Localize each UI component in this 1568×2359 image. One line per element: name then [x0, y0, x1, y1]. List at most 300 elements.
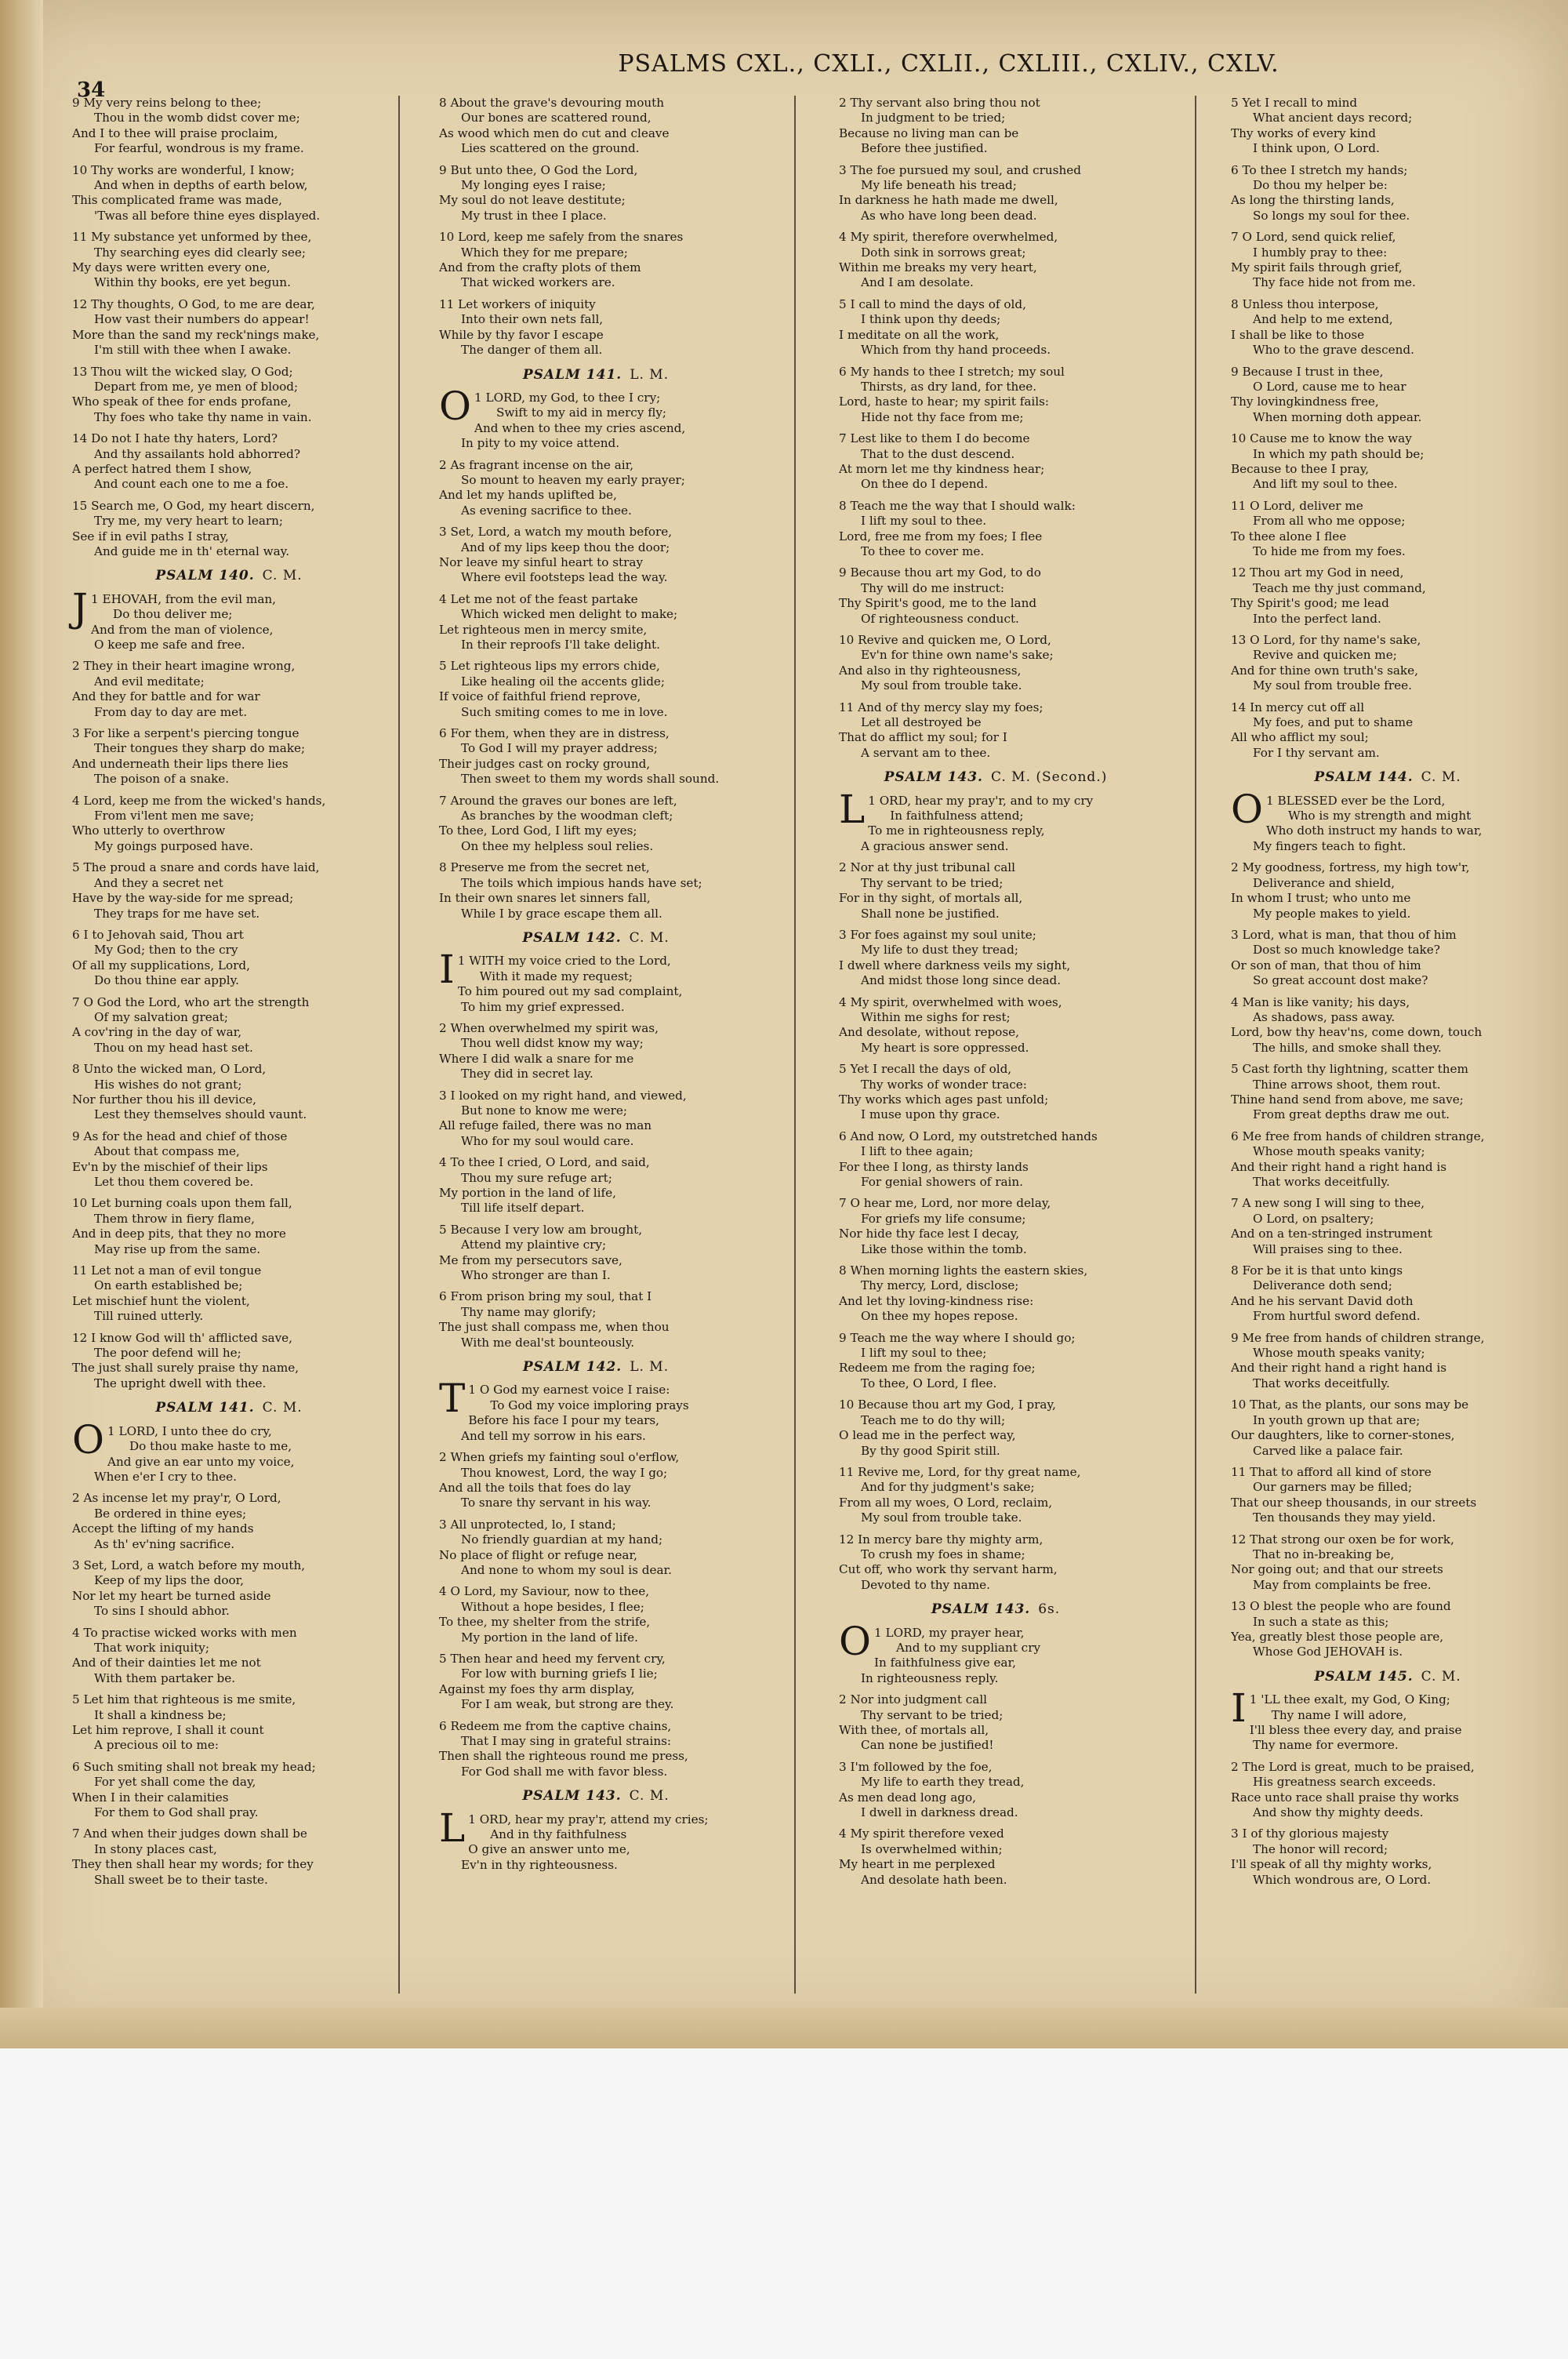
verse-line: Be ordered in thine eyes;	[94, 1506, 247, 1521]
verse-line: O give an answer unto me,	[468, 1842, 630, 1857]
verse-line: 1 BLESSED ever be the Lord,	[1266, 793, 1446, 808]
verse-line: 3 I looked on my right hand, and viewed,	[439, 1088, 687, 1103]
hymn-verse	[1231, 1532, 1544, 1594]
verse-line: 5 I call to mind the days of old,	[839, 296, 1026, 311]
verse-line: And of their dainties let me not	[72, 1656, 261, 1670]
verse-line: And let my hands uplifted be,	[439, 488, 617, 503]
verse-line: My spirit fails through grief,	[1231, 260, 1403, 275]
verse-line: If voice of faithful friend reprove,	[439, 689, 641, 704]
verse-line: And when to thee my cries ascend,	[474, 420, 686, 435]
verse-line: Let mischief hunt the violent,	[72, 1293, 250, 1308]
verse-line: 10 Lord, keep me safely from the snares	[439, 230, 684, 245]
verse-line: Them throw in fiery flame,	[94, 1211, 255, 1226]
verse-line: Ev'n by the mischief of their lips	[72, 1159, 268, 1174]
verse-line: To sins I should abhor.	[94, 1604, 230, 1619]
verse-line: Where evil footsteps lead the way.	[461, 570, 668, 585]
verse-line: To thee to cover me.	[861, 543, 985, 558]
psalm-heading	[439, 931, 753, 946]
verse-line: His wishes do not grant;	[94, 1077, 242, 1092]
hymn-verse	[439, 1089, 753, 1150]
verse-line: May rise up from the same.	[94, 1241, 261, 1256]
verse-line: 8 When morning lights the eastern skies,	[839, 1263, 1088, 1278]
verse-line: 1 ORD, hear my pray'r, and to my cry	[868, 793, 1094, 808]
hymn-verse	[72, 726, 386, 787]
verse-line: Of all my supplications, Lord,	[72, 958, 250, 972]
verse-line: 11 O Lord, deliver me	[1231, 498, 1363, 513]
psalm-meter: C. M.	[629, 1788, 670, 1805]
verse-line: Nor further thou his ill device,	[72, 1092, 256, 1107]
verse-line: Dost so much knowledge take?	[1253, 943, 1440, 958]
hymn-verse	[1231, 786, 1544, 855]
verse-line: Let thou them covered be.	[94, 1175, 254, 1189]
verse-line: That no in-breaking be,	[1253, 1547, 1395, 1561]
verse-line: Thy servant to be tried;	[861, 875, 1004, 890]
verse-line: 11 Let workers of iniquity	[439, 296, 596, 311]
hymn-verse	[72, 1760, 386, 1821]
verse-line: 10 Cause me to know the way	[1231, 431, 1412, 446]
verse-line: Who to the grave descend.	[1253, 343, 1414, 358]
verse-line: With thee, of mortals all,	[839, 1723, 989, 1737]
hymn-verse	[72, 1416, 386, 1485]
hymn-verse	[839, 499, 1152, 560]
verse-line: A gracious answer send.	[861, 838, 1009, 853]
verse-line: 6 I to Jehovah said, Thou art	[72, 927, 244, 942]
hymn-verse	[839, 431, 1152, 493]
hymn-verse	[1231, 1331, 1544, 1392]
hymn-verse	[839, 1692, 1152, 1754]
verse-line: All who afflict my soul;	[1231, 730, 1369, 745]
verse-line: To God I will my prayer address;	[461, 741, 658, 756]
verse-line: While by thy favor I escape	[439, 327, 604, 342]
page-number: 34	[77, 78, 106, 102]
verse-line: Because to thee I pray,	[1231, 461, 1370, 476]
verse-line: I lift my soul to thee.	[861, 514, 987, 529]
verse-line: Then sweet to them my words shall sound.	[461, 772, 720, 787]
verse-line: On thee my helpless soul relies.	[461, 838, 654, 853]
verse-line: From day to day are met.	[94, 704, 248, 719]
verse-line: Or son of man, that thou of him	[1231, 958, 1421, 972]
verse-line: Teach me to do thy will;	[861, 1412, 1006, 1427]
hymn-verse	[439, 230, 753, 291]
verse-line: Let all destroyed be	[861, 715, 982, 730]
hymn-verse	[439, 1450, 753, 1511]
verse-line: And in deep pits, that they no more	[72, 1227, 286, 1241]
verse-line: 2 When griefs my fainting soul o'erflow,	[439, 1450, 680, 1465]
hymn-verse	[439, 163, 753, 224]
verse-line: And I to thee will praise proclaim,	[72, 125, 278, 140]
hymn-verse	[839, 565, 1152, 627]
verse-line: Shall none be justified.	[861, 906, 1000, 921]
hymn-verse	[839, 1398, 1152, 1459]
verse-line: My goings purposed have.	[94, 838, 253, 853]
verse-line: For them to God shall pray.	[94, 1805, 259, 1820]
verse-line: Shall sweet be to their taste.	[94, 1872, 268, 1887]
hymn-verse	[839, 860, 1152, 921]
psalm-meter: C. M. (Second.)	[990, 769, 1108, 786]
verse-line: Let righteous men in mercy smite,	[439, 622, 648, 637]
verse-line: My foes, and put to shame	[1253, 715, 1414, 730]
verse-line: 13 O Lord, for thy name's sake,	[1231, 633, 1421, 647]
hymn-verse	[839, 1618, 1152, 1687]
verse-line: I dwell in darkness dread.	[861, 1805, 1018, 1820]
hymn-verse	[439, 1223, 753, 1284]
verse-line: Who stronger are than I.	[461, 1268, 611, 1283]
verse-line: Into their own nets fall,	[461, 312, 604, 327]
verse-line: The toils which impious hands have set;	[461, 875, 702, 890]
verse-line: 9 My very reins belong to thee;	[72, 96, 262, 110]
verse-line: 2 As incense let my pray'r, O Lord,	[72, 1491, 281, 1506]
verse-line: In judgment to be tried;	[861, 111, 1006, 125]
verse-line: Lest they themselves should vaunt.	[94, 1107, 307, 1122]
verse-line: And from the crafty plots of them	[439, 260, 641, 275]
verse-line: Redeem me from the raging foe;	[839, 1361, 1036, 1376]
verse-line: In their own snares let sinners fall,	[439, 891, 651, 906]
column-1	[72, 96, 386, 1894]
verse-line: 7 And when their judges down shall be	[72, 1826, 307, 1841]
verse-line: And lift my soul to thee.	[1253, 477, 1398, 492]
verse-line: Thine hand send from above, me save;	[1231, 1092, 1464, 1107]
psalm-meter: C. M.	[629, 929, 670, 946]
verse-line: A perfect hatred them I show,	[72, 461, 252, 476]
hymn-verse	[439, 659, 753, 720]
verse-line: Within thy books, ere yet begun.	[94, 275, 291, 290]
hymn-verse	[839, 96, 1152, 157]
verse-line: And none to whom my soul is dear.	[461, 1562, 672, 1577]
verse-line: More than the sand my reck'nings make,	[72, 327, 320, 342]
verse-line: And when in depths of earth below,	[94, 178, 308, 193]
verse-line: 8 About the grave's devouring mouth	[439, 96, 665, 110]
verse-line: My heart is sore oppressed.	[861, 1040, 1029, 1055]
verse-line: Which they for me prepare;	[461, 245, 628, 260]
hymn-verse	[1231, 1826, 1544, 1888]
verse-line: Do thou make haste to me,	[129, 1439, 292, 1454]
verse-line: O Lord, cause me to hear	[1253, 379, 1406, 394]
hymn-verse	[839, 928, 1152, 989]
verse-line: Let him reprove, I shall it count	[72, 1723, 264, 1737]
verse-line: The hills, and smoke shall they.	[1253, 1040, 1442, 1055]
verse-line: My portion in the land of life,	[439, 1186, 616, 1200]
verse-line: Nor going out; and that our streets	[1231, 1562, 1443, 1577]
hymn-verse	[1231, 1760, 1544, 1821]
psalm-title: PSALM 145.	[1314, 1668, 1414, 1685]
psalm-heading	[1231, 770, 1544, 785]
psalm-meter: C. M.	[1421, 769, 1461, 786]
verse-line: 3 I of thy glorious majesty	[1231, 1826, 1389, 1841]
verse-line: Ev'n in thy righteousness.	[461, 1857, 618, 1872]
verse-line: To snare thy servant in his way.	[461, 1496, 652, 1510]
hymn-verse	[72, 1062, 386, 1123]
verse-line: 6 For them, when they are in distress,	[439, 726, 670, 741]
verse-line: That I may sing in grateful strains:	[461, 1734, 672, 1748]
psalm-heading	[72, 569, 386, 583]
verse-line: So mount to heaven my early prayer;	[461, 472, 685, 487]
verse-line: Race unto race shall praise thy works	[1231, 1790, 1459, 1805]
verse-line: To God my voice imploring prays	[490, 1398, 689, 1412]
verse-line: In such a state as this;	[1253, 1614, 1389, 1629]
psalm-heading	[839, 1602, 1152, 1617]
verse-line: I lift to thee again;	[861, 1144, 974, 1159]
verse-line: Which from thy hand proceeds.	[861, 343, 1051, 358]
verse-line: For fearful, wondrous is my frame.	[94, 141, 304, 156]
hymn-verse	[839, 365, 1152, 426]
verse-line: 7 O Lord, send quick relief,	[1231, 230, 1396, 245]
verse-line: And for thine own truth's sake,	[1231, 663, 1418, 678]
verse-line: The upright dwell with thee.	[94, 1376, 267, 1390]
verse-line: Lord, free me from my foes; I flee	[839, 529, 1043, 543]
verse-line: My longing eyes I raise;	[461, 178, 606, 193]
hymn-verse	[439, 525, 753, 586]
hymn-verse	[72, 794, 386, 855]
column-rule	[1195, 96, 1196, 1994]
drop-cap-letter: O	[1231, 786, 1263, 832]
psalm-meter: C. M.	[262, 1400, 303, 1416]
drop-cap-letter: T	[439, 1376, 466, 1422]
verse-line: 9 But unto thee, O God the Lord,	[439, 162, 638, 177]
verse-line: 1 LORD, my prayer hear,	[874, 1625, 1025, 1640]
verse-line: Devoted to thy name.	[861, 1577, 990, 1592]
hymn-verse	[439, 1021, 753, 1082]
verse-line: 5 The proud a snare and cords have laid,	[72, 860, 320, 875]
verse-line: Within me breaks my very heart,	[839, 260, 1037, 275]
verse-line: No place of flight or refuge near,	[439, 1547, 637, 1562]
verse-line: 4 My spirit, therefore overwhelmed,	[839, 230, 1058, 245]
hymn-verse	[1231, 928, 1544, 989]
drop-cap-letter: I	[439, 947, 455, 993]
verse-line: At morn let me thy kindness hear;	[839, 461, 1045, 476]
verse-line: Who is my strength and might	[1288, 809, 1472, 823]
verse-line: Into the perfect land.	[1253, 611, 1381, 626]
verse-line: Thy will do me instruct:	[861, 580, 1004, 595]
verse-line: I humbly pray to thee:	[1253, 245, 1388, 260]
verse-line: It shall a kindness be;	[94, 1707, 227, 1722]
verse-line: And thy assailants hold abhorred?	[94, 446, 300, 461]
verse-line: 5 Yet I recall to mind	[1231, 96, 1358, 110]
verse-line: I lift my soul to thee;	[861, 1346, 987, 1361]
psalm-meter: L. M.	[630, 366, 670, 383]
verse-line: And of my lips keep thou the door;	[461, 540, 670, 554]
verse-line: My people makes to yield.	[1253, 906, 1411, 921]
verse-line: In their reproofs I'll take delight.	[461, 638, 660, 652]
hymn-verse	[1231, 1129, 1544, 1190]
verse-line: Keep of my lips the door,	[94, 1573, 245, 1588]
hymn-verse	[839, 163, 1152, 224]
verse-line: Me from my persecutors save,	[439, 1252, 622, 1267]
verse-line: In righteousness reply.	[861, 1670, 999, 1685]
verse-line: 13 O blest the people who are found	[1231, 1599, 1451, 1614]
verse-line: My trust in thee I place.	[461, 208, 607, 223]
hymn-verse	[439, 794, 753, 855]
verse-line: A precious oil to me:	[94, 1738, 219, 1753]
hymn-verse	[839, 1532, 1152, 1594]
hymn-verse	[72, 1692, 386, 1754]
psalm-heading	[439, 1360, 753, 1375]
hymn-verse	[72, 659, 386, 720]
psalm-title: PSALM 140.	[155, 568, 255, 584]
verse-line: And show thy mighty deeds.	[1253, 1805, 1424, 1820]
verse-line: In youth grown up that are;	[1253, 1412, 1421, 1427]
verse-line: 6 And now, O Lord, my outstretched hands	[839, 1129, 1098, 1143]
verse-line: That works deceitfully.	[1253, 1376, 1390, 1390]
verse-line: With them partaker be.	[94, 1670, 236, 1685]
background-surface	[0, 2048, 1568, 2359]
verse-line: From all who me oppose;	[1253, 514, 1406, 529]
hymn-verse	[72, 1626, 386, 1687]
drop-cap-letter: J	[72, 584, 89, 631]
hymn-verse	[439, 383, 753, 452]
hymn-verse	[839, 1760, 1152, 1821]
hymn-verse	[839, 700, 1152, 761]
hymn-verse	[72, 584, 386, 653]
verse-line: 6 From prison bring my soul, that I	[439, 1289, 652, 1304]
verse-line: That do afflict my soul; for I	[839, 730, 1007, 745]
verse-line: When I in their calamities	[72, 1790, 229, 1805]
verse-line: On thee my hopes repose.	[861, 1309, 1018, 1324]
verse-line: 1 LORD, my God, to thee I cry;	[474, 390, 661, 405]
verse-line: From all my woes, O Lord, reclaim,	[839, 1495, 1053, 1510]
verse-line: Such smiting comes to me in love.	[461, 704, 668, 719]
verse-line: Thy works which ages past unfold;	[839, 1092, 1049, 1107]
verse-line: Thy name may glorify;	[461, 1304, 597, 1319]
hymn-verse	[72, 96, 386, 157]
verse-line: 8 Unto the wicked man, O Lord,	[72, 1062, 267, 1077]
hymn-verse	[839, 1465, 1152, 1526]
verse-line: 7 O God the Lord, who art the strength	[72, 994, 310, 1009]
verse-line: For griefs my life consume;	[861, 1211, 1026, 1226]
verse-line: To crush my foes in shame;	[861, 1547, 1025, 1561]
verse-line: Thine arrows shoot, them rout.	[1253, 1077, 1441, 1092]
verse-line: As th' ev'ning sacrifice.	[94, 1536, 235, 1551]
verse-line: Thirsts, as dry land, for thee.	[861, 379, 1037, 394]
verse-line: 4 To practise wicked works with men	[72, 1625, 297, 1640]
verse-line: My soul do not leave destitute;	[439, 193, 626, 208]
page-header: PSALMS CXL., CXLI., CXLII., CXLIII., CXLIV., CXLV.	[618, 50, 1279, 78]
verse-line: 9 As for the head and chief of those	[72, 1129, 288, 1143]
verse-line: In which my path should be;	[1253, 446, 1425, 461]
verse-line: 13 Thou wilt the wicked slay, O God;	[72, 364, 293, 379]
verse-line: Without a hope besides, I flee;	[461, 1599, 644, 1614]
verse-line: They traps for me have set.	[94, 906, 260, 921]
verse-line: Thou my sure refuge art;	[461, 1170, 612, 1185]
psalm-heading	[439, 1789, 753, 1804]
hymn-verse	[72, 1558, 386, 1619]
hymn-verse	[839, 297, 1152, 358]
verse-line: For low with burning griefs I lie;	[461, 1667, 658, 1681]
verse-line: On earth established be;	[94, 1278, 243, 1293]
verse-line: Thou in the womb didst cover me;	[94, 111, 300, 125]
hymn-verse	[439, 592, 753, 653]
verse-line: To him my grief expressed.	[461, 999, 625, 1014]
hymn-verse	[72, 163, 386, 224]
verse-line: That our sheep thousands, in our streets	[1231, 1495, 1477, 1510]
hymn-verse	[439, 297, 753, 358]
column-4	[1231, 96, 1544, 1894]
verse-line: 11 And of thy mercy slay my foes;	[839, 700, 1044, 714]
verse-line: 3 For like a serpent's piercing tongue	[72, 726, 299, 741]
hymn-verse	[72, 1491, 386, 1552]
psalm-heading	[72, 1401, 386, 1416]
verse-line: Swift to my aid in mercy fly;	[496, 405, 667, 420]
verse-line: 9 Because thou art my God, to do	[839, 565, 1041, 580]
hymn-verse	[839, 1196, 1152, 1257]
verse-line: Our bones are scattered round,	[461, 111, 652, 125]
verse-line: 1 EHOVAH, from the evil man,	[91, 591, 276, 606]
verse-line: Till ruined utterly.	[94, 1309, 204, 1324]
verse-line: O keep me safe and free.	[94, 638, 245, 652]
hymn-verse	[1231, 700, 1544, 761]
hymn-verse	[839, 1331, 1152, 1392]
verse-line: 12 I know God will th' afflicted save,	[72, 1330, 292, 1345]
verse-line: From vi'lent men me save;	[94, 809, 255, 823]
verse-line: Do thou my helper be:	[1253, 178, 1388, 193]
verse-line: Lord, bow thy heav'ns, come down, touch	[1231, 1025, 1483, 1040]
verse-line: 10 Let burning coals upon them fall,	[72, 1196, 292, 1211]
hymn-verse	[72, 297, 386, 358]
verse-line: 6 To thee I stretch my hands;	[1231, 162, 1408, 177]
verse-line: My heart in me perplexed	[839, 1857, 996, 1872]
verse-line: And for thy judgment's sake;	[861, 1480, 1035, 1495]
hymn-verse	[72, 928, 386, 989]
verse-line: 12 Thou art my God in need,	[1231, 565, 1404, 580]
hymn-verse	[439, 96, 753, 157]
verse-line: Because no living man can be	[839, 125, 1019, 140]
verse-line: I think upon, O Lord.	[1253, 141, 1380, 156]
verse-line: This complicated frame was made,	[72, 193, 282, 208]
hymn-verse	[839, 1826, 1152, 1888]
verse-line: 2 When overwhelmed my spirit was,	[439, 1020, 659, 1035]
hymn-verse	[839, 1129, 1152, 1190]
verse-line: I'll bless thee every day, and praise	[1249, 1723, 1462, 1737]
hymn-verse	[1231, 1263, 1544, 1325]
psalm-title: PSALM 143.	[884, 769, 983, 786]
column-rule	[398, 96, 400, 1994]
verse-line: Till life itself depart.	[461, 1201, 585, 1216]
verse-line: And on a ten-stringed instrument	[1231, 1227, 1432, 1241]
drop-cap-letter: O	[439, 383, 471, 429]
verse-line: As shadows, pass away.	[1253, 1009, 1396, 1024]
hymn-verse	[1231, 297, 1544, 358]
verse-line: Teach me thy just command,	[1253, 580, 1426, 595]
verse-line: As wood which men do cut and cleave	[439, 125, 670, 140]
verse-line: In whom I trust; who unto me	[1231, 891, 1411, 906]
hymn-verse	[1231, 1465, 1544, 1526]
verse-line: To hide me from my foes.	[1253, 543, 1406, 558]
verse-line: And midst those long since dead.	[861, 973, 1062, 988]
verse-line: Where I did walk a snare for me	[439, 1051, 634, 1066]
verse-line: Nor leave my sinful heart to stray	[439, 554, 644, 569]
verse-line: To thee, O Lord, I flee.	[861, 1376, 997, 1390]
verse-line: And count each one to me a foe.	[94, 477, 289, 492]
verse-line: 6 Me free from hands of children strange,	[1231, 1129, 1485, 1143]
verse-line: My life to dust they tread;	[861, 943, 1018, 958]
verse-line: The just shall compass me, when thou	[439, 1320, 670, 1335]
verse-line: 5 Because I very low am brought,	[439, 1222, 643, 1237]
verse-line: In stony places cast,	[94, 1841, 217, 1856]
verse-line: My God; then to the cry	[94, 943, 238, 958]
verse-line: 2 Thy servant also bring thou not	[839, 96, 1040, 110]
hymn-verse	[1231, 633, 1544, 694]
hymn-verse	[839, 995, 1152, 1056]
verse-line: 9 Because I trust in thee,	[1231, 364, 1384, 379]
verse-line: 3 Lord, what is man, that thou of him	[1231, 927, 1457, 942]
verse-line: With it made my request;	[479, 969, 633, 983]
verse-line: 2 As fragrant incense on the air,	[439, 457, 634, 472]
verse-line: To thee, my shelter from the strife,	[439, 1615, 651, 1630]
verse-line: And in thy faithfulness	[490, 1827, 627, 1842]
verse-line: Thy searching eyes did clearly see;	[94, 245, 307, 260]
hymn-verse	[839, 230, 1152, 291]
verse-line: 6 My hands to thee I stretch; my soul	[839, 364, 1065, 379]
verse-line: 3 For foes against my soul unite;	[839, 927, 1036, 942]
